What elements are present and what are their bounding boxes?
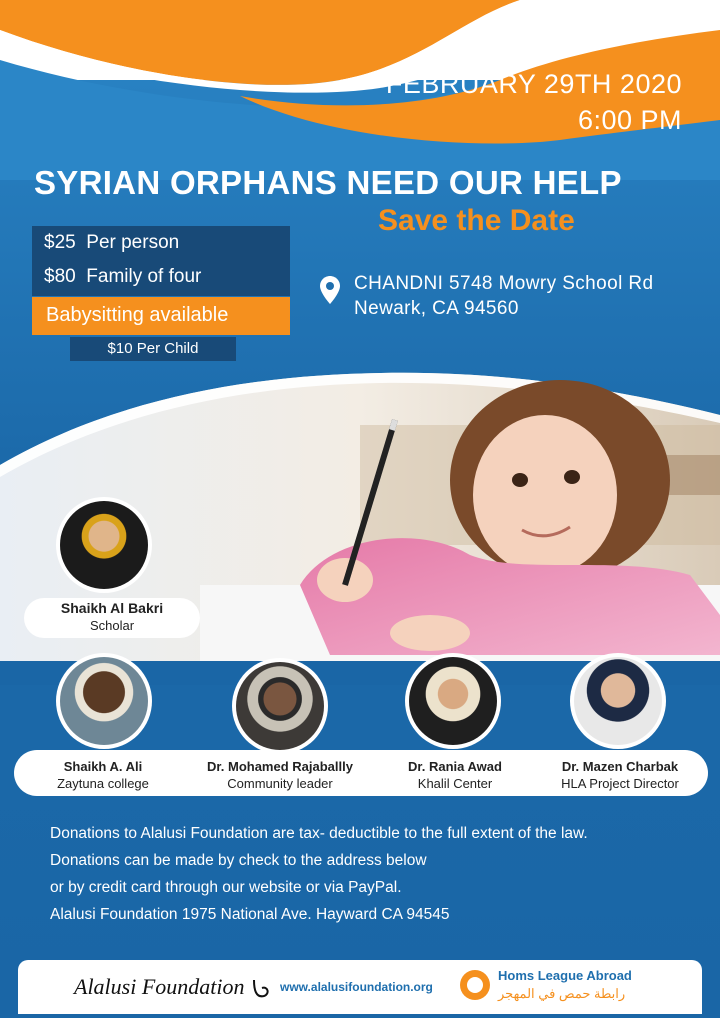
speaker-5-title: HLA Project Director [561, 776, 679, 791]
venue-line1: CHANDNI 5748 Mowry School Rd [354, 273, 654, 294]
speaker-5-name: Dr. Mazen Charbak [561, 759, 679, 774]
venue-address [354, 271, 653, 321]
speaker-3-name: Dr. Mohamed Rajaballly [207, 759, 353, 774]
alalusi-logo: Alalusi Foundation [74, 974, 272, 1002]
map-pin-icon [320, 276, 340, 304]
event-date-time [386, 66, 682, 138]
donation-line-4: Alalusi Foundation 1975 National Ave. Hayward CA 94545 [50, 906, 450, 923]
speaker-1-caption [24, 598, 200, 638]
website-link[interactable]: www.alalusifoundation.org [280, 980, 433, 994]
speaker-3-caption [188, 758, 372, 792]
event-date: FEBRUARY 29TH 2020 [385, 69, 682, 99]
babysitting-box: Babysitting available [32, 297, 290, 335]
speaker-5-caption [540, 758, 700, 792]
venue-line2: Newark, CA 94560 [354, 298, 519, 319]
speaker-3-avatar [232, 658, 328, 754]
speaker-4-title: Khalil Center [417, 776, 493, 791]
price-per-person: $25 Per person [44, 232, 180, 253]
event-time: 6:00 PM [577, 105, 682, 135]
speaker-1 [56, 497, 152, 593]
calligraphy-mark-icon [250, 976, 272, 1002]
speaker-2-title: Zaytuna college [57, 776, 149, 791]
per-child-price: $10 Per Child [70, 337, 236, 361]
donation-line-1: Donations to Alalusi Foundation are tax- deductible to the full extent of the law. [50, 825, 588, 842]
pricing-box [32, 226, 290, 296]
partner-name-ar: رابطة حمص في المهجر [498, 986, 626, 1001]
price-family: $80 Family of four [44, 266, 202, 287]
donation-info [50, 820, 588, 928]
homs-league-logo-icon [458, 968, 492, 1002]
speaker-2 [56, 653, 152, 749]
speaker-2-caption [18, 758, 188, 792]
speaker-5-avatar [570, 653, 666, 749]
save-the-date: Save the Date [378, 204, 575, 237]
donation-line-3: or by credit card through our website or via PayPal. [50, 879, 402, 896]
speaker-3 [232, 658, 328, 754]
speaker-4-caption [380, 758, 530, 792]
donation-line-2: Donations can be made by check to the address below [50, 852, 427, 869]
speaker-2-name: Shaikh A. Ali [63, 759, 143, 774]
speaker-3-title: Community leader [227, 776, 333, 791]
speaker-4-avatar [405, 653, 501, 749]
partner-name-en: Homs League Abroad [498, 968, 632, 983]
headline: SYRIAN ORPHANS NEED OUR HELP [34, 164, 622, 201]
speaker-5 [570, 653, 666, 749]
speaker-2-avatar [56, 653, 152, 749]
speaker-1-avatar [56, 497, 152, 593]
speaker-1-title: Scholar [89, 618, 135, 633]
speaker-4-name: Dr. Rania Awad [408, 759, 502, 774]
footer-bar [18, 960, 702, 1014]
speaker-1-name: Shaikh Al Bakri [60, 600, 164, 616]
speaker-4 [405, 653, 501, 749]
